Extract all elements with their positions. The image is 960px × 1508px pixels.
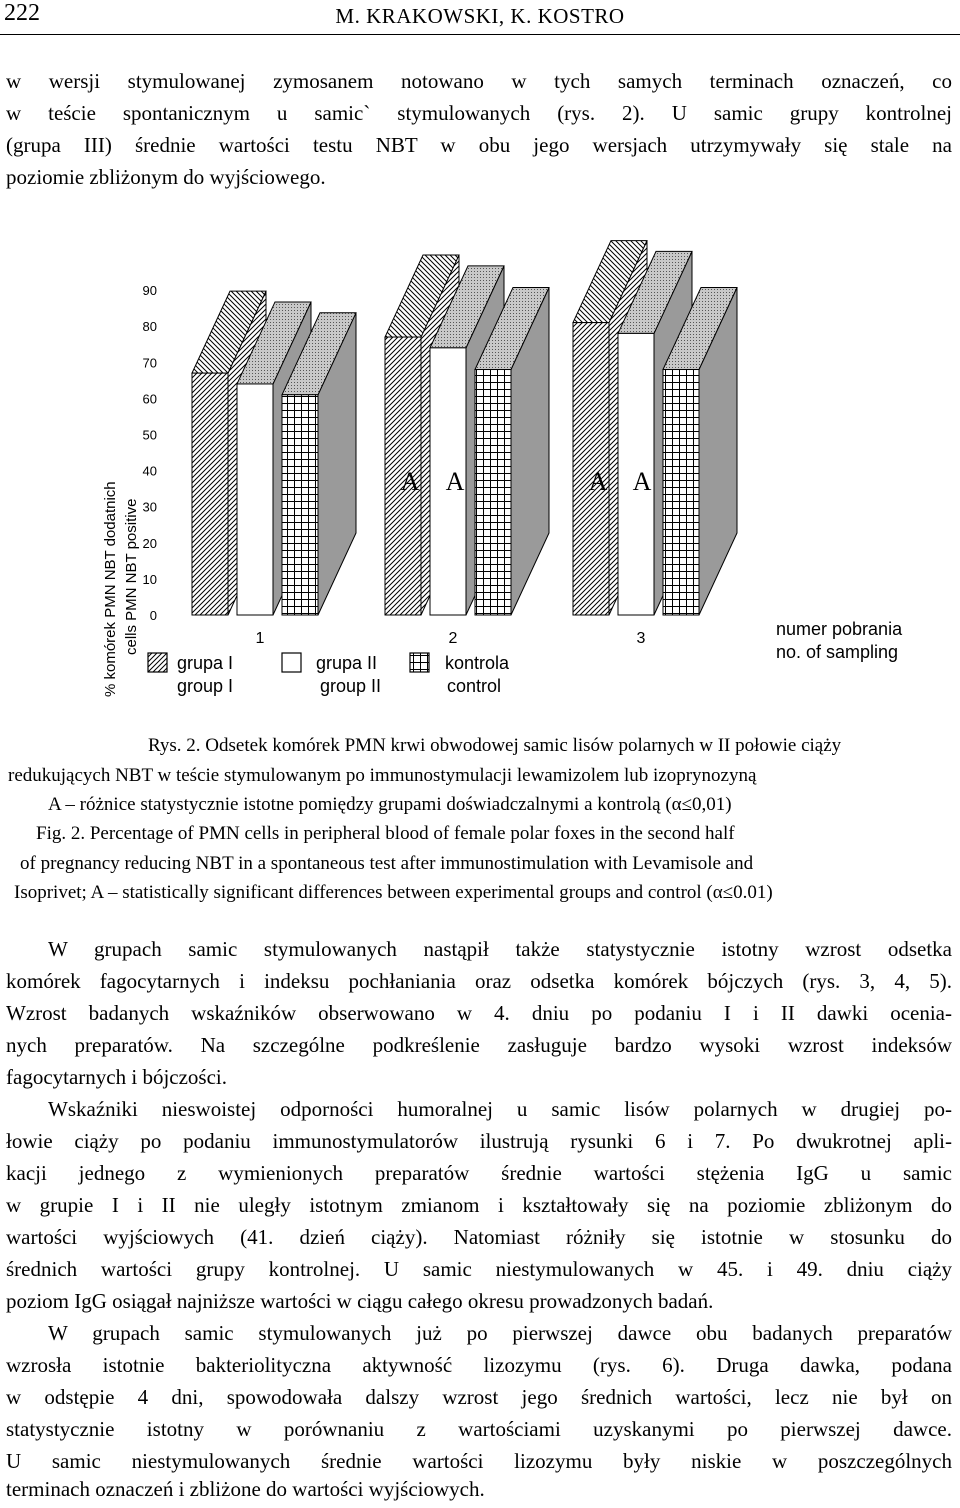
text-line: poziom IgG osiągał najniższe wartości w ciągu całego okresu prowadzonych badań. <box>6 1289 714 1313</box>
text-line: w grupie I i II nie uległy istotnym zmianom i kształtowały się na poziomie zbliżonym do <box>6 1193 952 1217</box>
caption-line: Isoprivet; A – statistically significant differences between experimental groups and control (α≤0.01) <box>14 882 773 903</box>
legend-label-en: group I <box>177 676 234 696</box>
y-tick-label: 0 <box>149 608 157 623</box>
caption-line: of pregnancy reducing NBT in a spontaneous test after immunostimulation with Levamisole and <box>20 853 754 874</box>
page-number: 222 <box>4 0 40 26</box>
x-axis-label-en: no. of sampling <box>776 642 899 662</box>
y-tick-label: 80 <box>142 319 157 335</box>
annotation-label: A <box>400 467 420 496</box>
text-line: statystycznie istotny w porównaniu z wartościami uzyskanymi po pierwszej dawce. <box>6 1417 952 1441</box>
annotation-label: A <box>588 467 608 496</box>
y-tick-label: 30 <box>142 499 157 515</box>
caption-line: Rys. 2. Odsetek komórek PMN krwi obwodowej samic lisów polarnych w II połowie ciąży <box>148 735 842 756</box>
x-tick-label: 3 <box>636 630 646 647</box>
y-tick-label: 20 <box>142 535 157 551</box>
bar-face <box>475 370 511 615</box>
text-line: (grupa III) średnie wartości testu NBT w obu jego wersjach utrzymywały się stale na <box>6 133 952 157</box>
bars-layer <box>192 241 737 615</box>
bar-face <box>282 395 318 615</box>
text-line: W grupach samic stymulowanych już po pierwszej dawce obu badanych preparatów <box>48 1321 952 1345</box>
annotation-label: A <box>632 467 652 496</box>
legend-swatch-grid <box>410 653 429 672</box>
legend-item-group-2 <box>282 653 381 696</box>
text-line: łowie ciąży po podaniu immunostymulatorów ilustrują rysunki 6 i 7. Po dwukrotnej apli- <box>6 1129 952 1153</box>
text-line: komórek fagocytarnych i indeksu pochłaniania oraz odsetka komórek bójczych (rys. 3, 4, 5). <box>6 969 952 993</box>
text-line: wartości wyjściowych (41. dzień ciąży). Natomiast różniły się istotnie w stosunku do <box>6 1225 952 1249</box>
legend <box>148 653 510 696</box>
legend-item-group-1 <box>148 653 233 696</box>
text-line: w wersji stymulowanej zymosanem notowano w tych samych terminach oznaczeń, co <box>6 69 952 93</box>
y-axis-label-en: cells PMN NBT positive <box>123 498 140 655</box>
caption-line: Fig. 2. Percentage of PMN cells in peripheral blood of female polar foxes in the second half <box>36 823 735 844</box>
legend-label: grupa II <box>316 653 378 673</box>
legend-label-en: group II <box>320 676 382 696</box>
text-line: nych preparatów. Na szczególne podkreślenie zasługuje bardzo wysoki wzrost indeksów <box>6 1033 952 1057</box>
legend-label: kontrola <box>445 653 510 673</box>
caption-line: redukujących NBT w teście stymulowanym po immunostymulacji lewamizolem lub izoprynozyną <box>8 765 757 786</box>
y-tick-label: 10 <box>142 571 157 587</box>
y-tick-label: 70 <box>142 355 157 371</box>
y-axis-ticks <box>143 283 157 623</box>
text-line: wzrosła istotnie bakteriolityczna aktywność lizozymu (rys. 6). Druga dawka, podana <box>6 1353 952 1377</box>
y-tick-label: 50 <box>142 427 157 443</box>
legend-label-en: control <box>447 676 502 696</box>
legend-swatch-hatch <box>148 653 167 672</box>
text-line: kacji jednego z wymienionych preparatów średnie wartości stężenia IgG u samic <box>6 1161 952 1185</box>
running-head: M. KRAKOWSKI, K. KOSTRO <box>335 4 625 28</box>
y-tick-label: 40 <box>142 463 157 479</box>
x-tick-label: 1 <box>255 630 265 647</box>
text-line: U samic niestymulowanych średnie wartości lizozymu były niskie w poszczególnych <box>6 1449 952 1473</box>
x-axis-label: numer pobrania <box>776 619 903 639</box>
category-labels <box>256 630 646 647</box>
nbt-bar-chart <box>0 235 960 715</box>
y-tick-label: 90 <box>142 283 157 299</box>
text-line: Wskaźniki nieswoistej odporności humoralnej u samic lisów polarnych w drugiej po- <box>48 1097 952 1121</box>
annotation-label: A <box>445 467 465 496</box>
bar-face <box>663 370 699 615</box>
text-line: W grupach samic stymulowanych nastąpił także statystycznie istotny wzrost odsetka <box>48 937 952 961</box>
bar-face <box>237 384 273 615</box>
page-header <box>0 0 960 35</box>
legend-swatch-white <box>282 653 301 672</box>
legend-label: grupa I <box>177 653 234 673</box>
legend-item-control <box>410 653 510 696</box>
y-axis-label: % komórek PMN NBT dodatnich <box>102 481 119 697</box>
text-line: w teście spontanicznym u samic` stymulowanych (rys. 2). U samic grupy kontrolnej <box>6 101 952 125</box>
bar-face <box>192 373 228 615</box>
text-line: średnich wartości grupy kontrolnej. U samic niestymulowanych w 45. i 49. dniu ciąży <box>6 1257 952 1281</box>
caption-line: A – różnice statystycznie istotne pomiędzy grupami doświadczalnymi a kontrolą (α≤0,01) <box>48 794 732 815</box>
x-tick-label: 2 <box>448 630 458 647</box>
y-tick-label: 60 <box>142 391 157 407</box>
text-line: Wzrost badanych wskaźników obserwowano w 4. dniu po podaniu I i II dawki oceniа- <box>6 1001 952 1025</box>
text-line: w odstępie 4 dni, spowodowała dalszy wzrost jego średnich wartości, lecz nie był on <box>6 1385 952 1409</box>
text-line: terminach oznaczeń i zbliżone do wartości wyjściowych. <box>6 1477 485 1501</box>
text-line: fagocytarnych i bójczości. <box>6 1065 227 1089</box>
text-line: poziomie zbliżonym do wyjściowego. <box>6 165 326 189</box>
